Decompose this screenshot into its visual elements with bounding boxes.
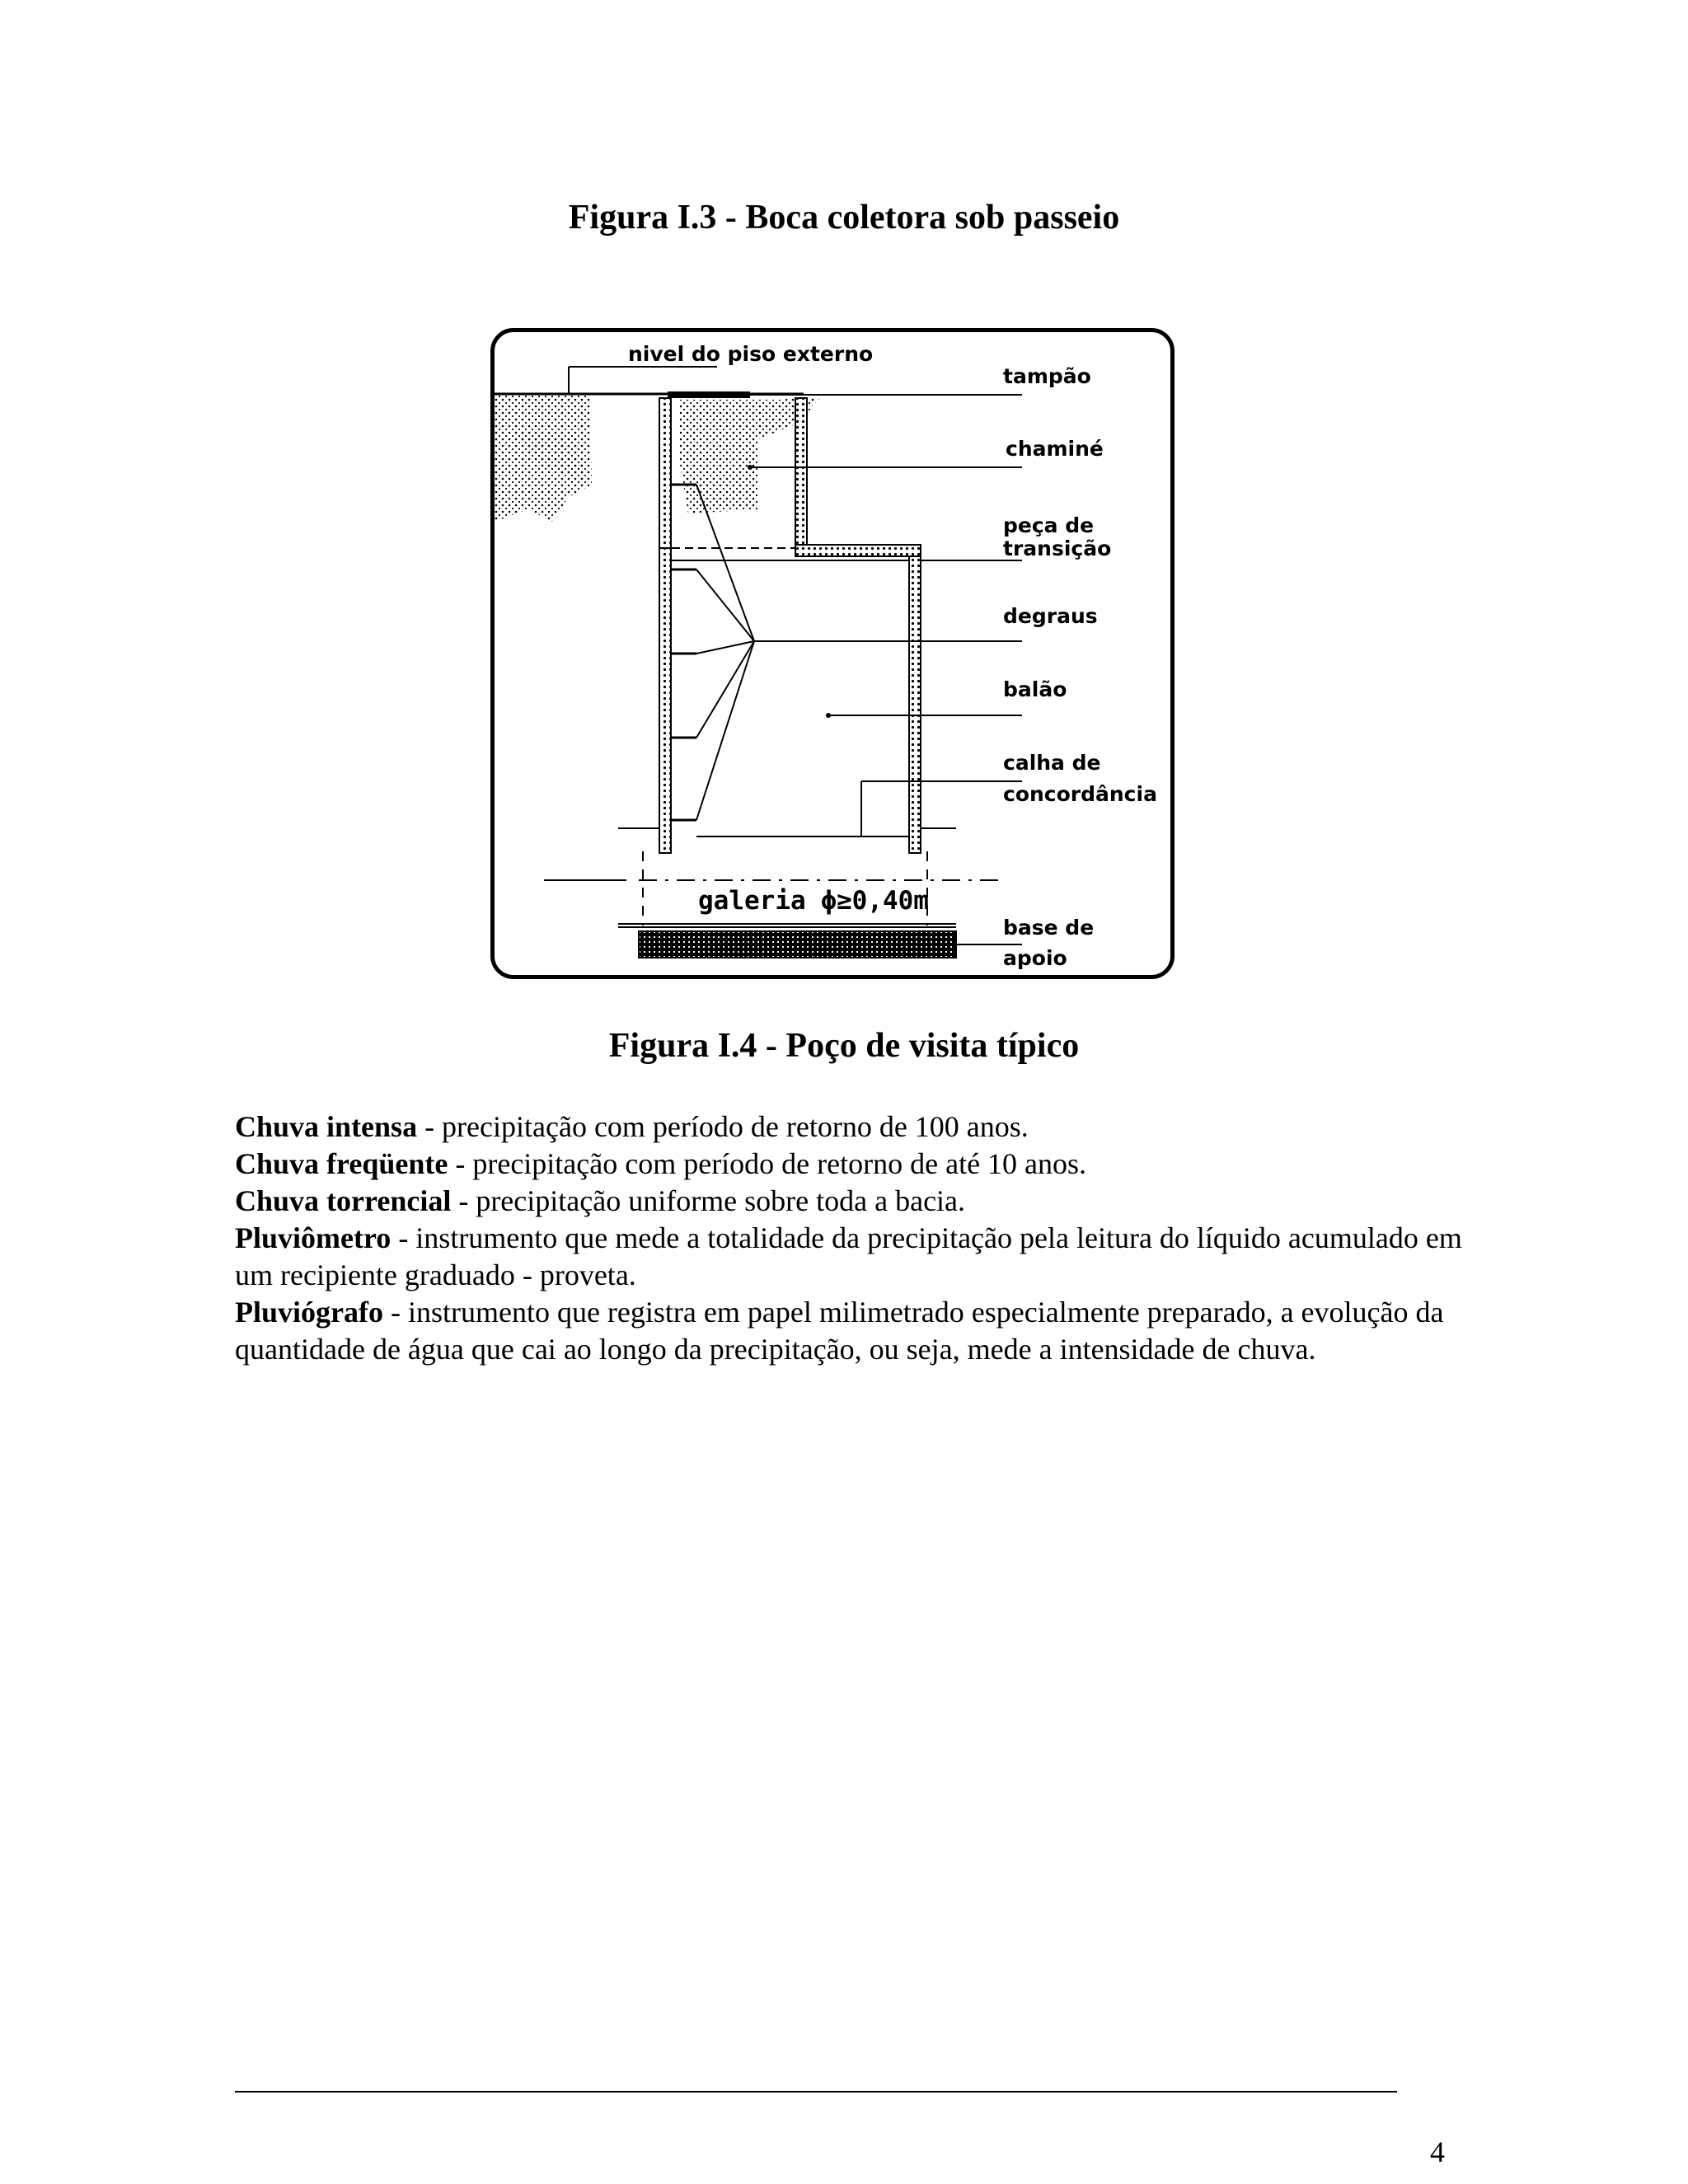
transition-piece (659, 545, 1022, 560)
label-transition-1: peça de (1003, 513, 1095, 537)
label-transition-2: transição (1003, 537, 1112, 560)
figure-i3-caption: Figura I.3 - Boca coletora sob passeio (568, 199, 1120, 237)
page-number: 4 (1430, 2135, 1445, 2168)
manhole-diagram (490, 328, 1175, 979)
support-base (639, 931, 956, 958)
label-gallery: galeria ϕ≥0,40m (698, 886, 929, 916)
label-base-1: base de (1003, 916, 1095, 940)
label-lid: tampão (1003, 364, 1091, 388)
label-ground: nivel do piso externo (628, 342, 874, 366)
gutter (618, 781, 1022, 837)
definition-item (235, 1183, 1471, 1220)
definition-text: - instrumento que registra em papel milimetrado especialmente preparado, a evolução da quantidade de água que cai ao longo da precipitação, ou seja, mede a intensidade de chuva. (235, 1296, 1444, 1366)
definition-text: - precipitação uniforme sobre toda a bacia. (451, 1184, 966, 1217)
definition-item (235, 1220, 1471, 1294)
label-base-2: apoio (1003, 946, 1067, 970)
definition-term: Chuva freqüente (235, 1147, 448, 1180)
label-gutter-2: concordância (1003, 782, 1157, 806)
soil-hatching (495, 394, 820, 522)
definition-text: - instrumento que mede a totalidade da precipitação pela leitura do líquido acumulado em um recipiente graduado - proveta. (235, 1221, 1462, 1291)
label-steps: degraus (1003, 604, 1098, 628)
manhole-lid (668, 391, 750, 398)
definition-item (235, 1146, 1471, 1183)
steps (671, 485, 1022, 820)
label-chimney: chaminé (1006, 437, 1104, 461)
ground-level-line (495, 367, 804, 394)
chamber (659, 548, 1022, 853)
definition-item (235, 1294, 1471, 1368)
definition-term: Pluviômetro (235, 1221, 392, 1254)
definition-item (235, 1108, 1471, 1146)
definition-text: - precipitação com período de retorno de até 10 anos. (448, 1147, 1087, 1180)
label-gutter-1: calha de (1003, 751, 1101, 775)
definition-term: Chuva torrencial (235, 1184, 452, 1217)
figure-i4-caption: Figura I.4 - Poço de visita típico (608, 1027, 1080, 1065)
definition-term: Chuva intensa (235, 1110, 418, 1143)
footer-divider (235, 2091, 1397, 2093)
definition-term: Pluviógrafo (235, 1296, 383, 1329)
label-chamber: balão (1003, 677, 1067, 701)
definition-text: - precipitação com período de retorno de 100 anos. (417, 1110, 1029, 1143)
definitions-list (235, 1108, 1471, 1368)
